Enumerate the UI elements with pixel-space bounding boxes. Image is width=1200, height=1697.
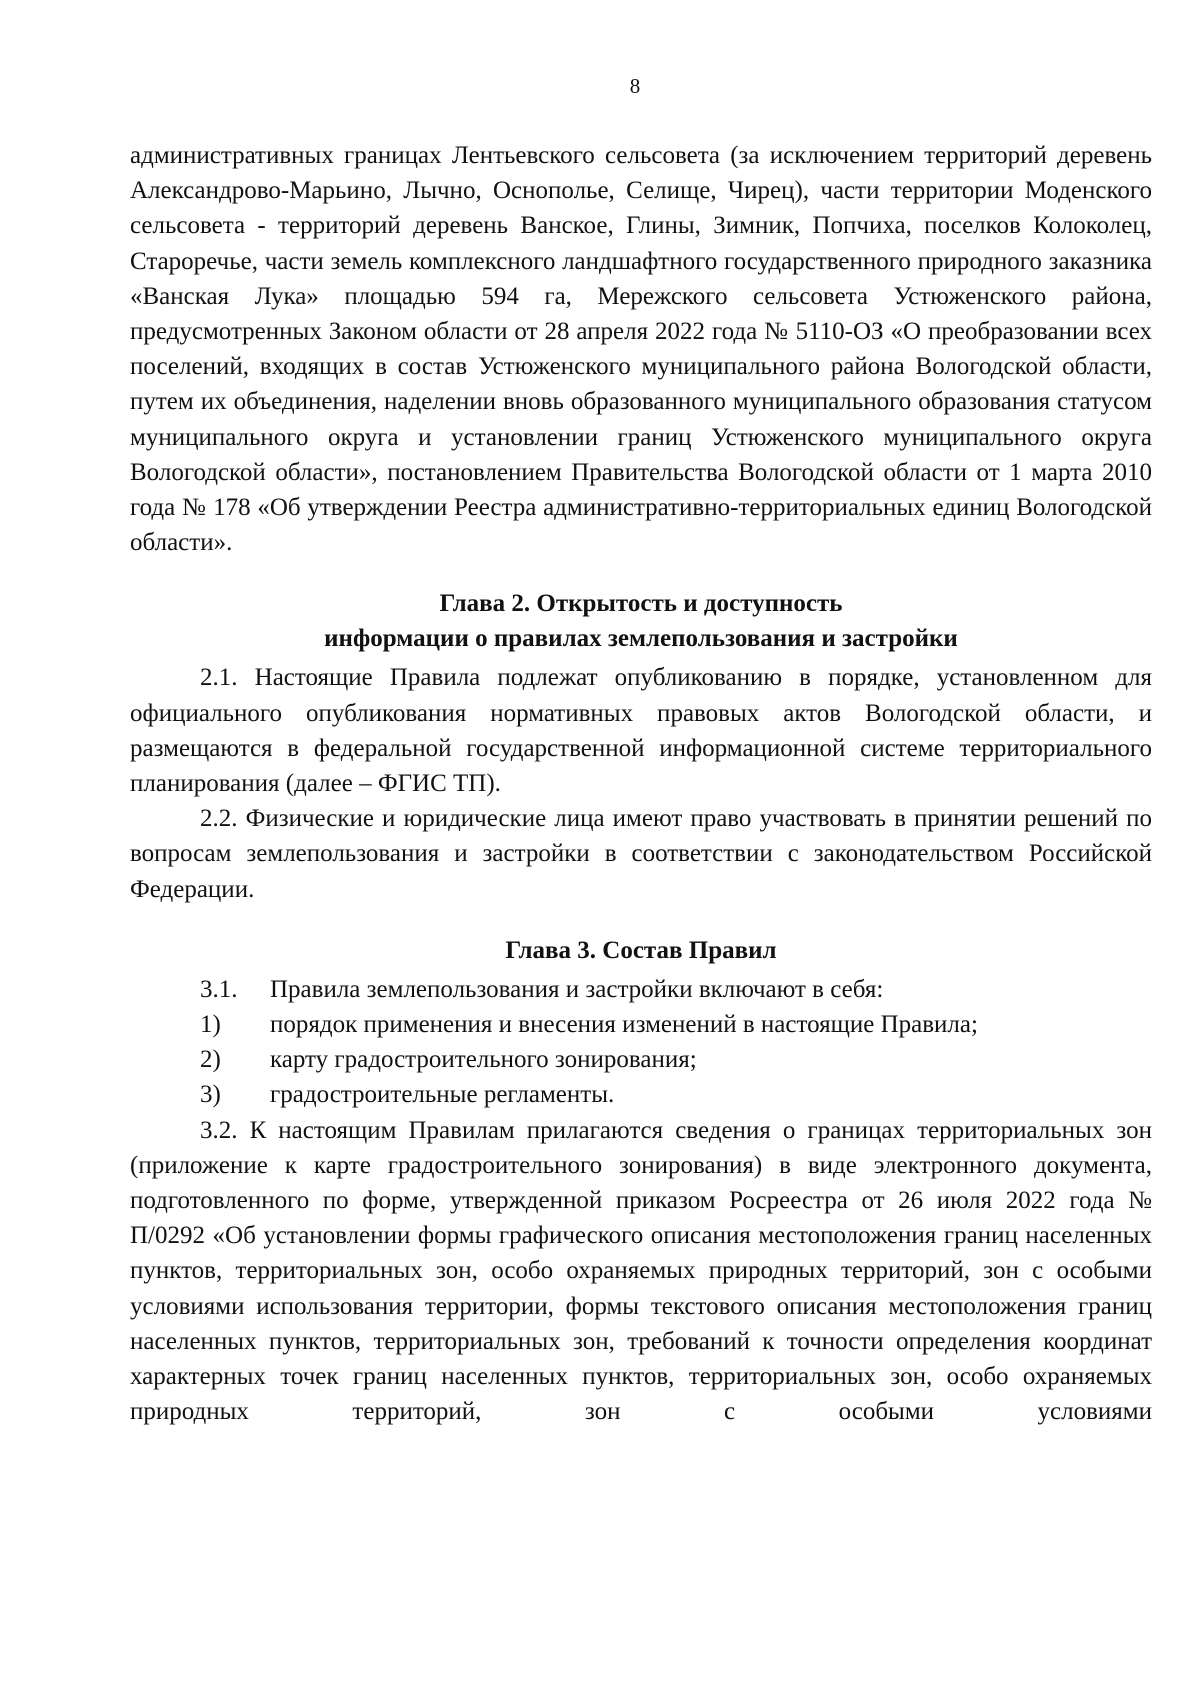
list-item-text: карту градостроительного зонирования; bbox=[270, 1046, 697, 1074]
list-item-number: 1) bbox=[200, 1011, 221, 1039]
chapter-2-title-line-1: Глава 2. Открытость и доступность bbox=[439, 590, 843, 618]
chapter-2-title-line-2: информации о правилах землепользования и застройки bbox=[324, 625, 958, 653]
list-item bbox=[130, 1007, 1152, 1042]
paragraph-3-1 bbox=[130, 972, 1152, 1007]
paragraph-2-2: 2.2. Физические и юридические лица имеют право участвовать в принятии решений по вопросам землепользования и застройки в соответствии с законодательством Российской Федерации. bbox=[130, 805, 1152, 903]
chapter-2-heading bbox=[130, 586, 1152, 656]
paragraph-3-1-text: Правила землепользования и застройки включают в себя: bbox=[270, 975, 884, 1003]
list-item-number: 3) bbox=[200, 1081, 221, 1109]
intro-paragraph: административных границах Лентьевского сельсовета (за исключением территорий деревень Александрово-Марьино, Лычно, Оснополье, Селище, Чирец), части территории Моденского сельсовета - территорий деревень Ванское, Глины, Зимник, Попчиха, поселков Колоколец, Староречье, части земель комплексного ландшафтного государственного природного заказника «Ванская Лука» площадью 594 га, Мережского сельсовета Устюженского района, предусмотренных Законом области от 28 апреля 2022 года № 5110-ОЗ «О преобразовании всех поселений, входящих в состав Устюженского муниципального района Вологодской области, путем их объединения, наделении вновь образованного муниципального образования статусом муниципального округа и установлении границ Устюженского муниципального округа Вологодской области», постановлением Правительства Вологодской области от 1 марта 2010 года № 178 «Об утверждении Реестра административно-территориальных единиц Вологодской области». bbox=[130, 142, 1152, 557]
list-item bbox=[130, 1077, 1152, 1112]
chapter-3-heading: Глава 3. Состав Правил bbox=[505, 936, 777, 964]
list-item-text: порядок применения и внесения изменений в настоящие Правила; bbox=[270, 1011, 978, 1039]
paragraph-3-1-number: 3.1. bbox=[200, 975, 238, 1003]
page-number: 8 bbox=[629, 74, 641, 98]
list-item-text: градостроительные регламенты. bbox=[270, 1081, 615, 1109]
list-item bbox=[130, 1042, 1152, 1077]
list-item-number: 2) bbox=[200, 1046, 221, 1074]
paragraph-2-1: 2.1. Настоящие Правила подлежат опубликованию в порядке, установленном для официального опубликования нормативных правовых актов Вологодской области, и размещаются в федеральной государственной информационной системе территориального планирования (далее – ФГИС ТП). bbox=[130, 664, 1152, 798]
paragraph-3-2: 3.2. К настоящим Правилам прилагаются сведения о границах территориальных зон (приложение к карте градостроительного зонирования) в виде электронного документа, подготовленного по форме, утвержденной приказом Росреестра от 26 июля 2022 года № П/0292 «Об установлении формы графического описания местоположения границ населенных пунктов, территориальных зон, особо охраняемых природных территорий, зон с особыми условиями использования территории, формы текстового описания местоположения границ населенных пунктов, территориальных зон, требований к точности определения координат характерных точек границ населенных пунктов, территориальных зон, особо охраняемых природных территорий, зон с особыми условиями bbox=[130, 1116, 1152, 1426]
